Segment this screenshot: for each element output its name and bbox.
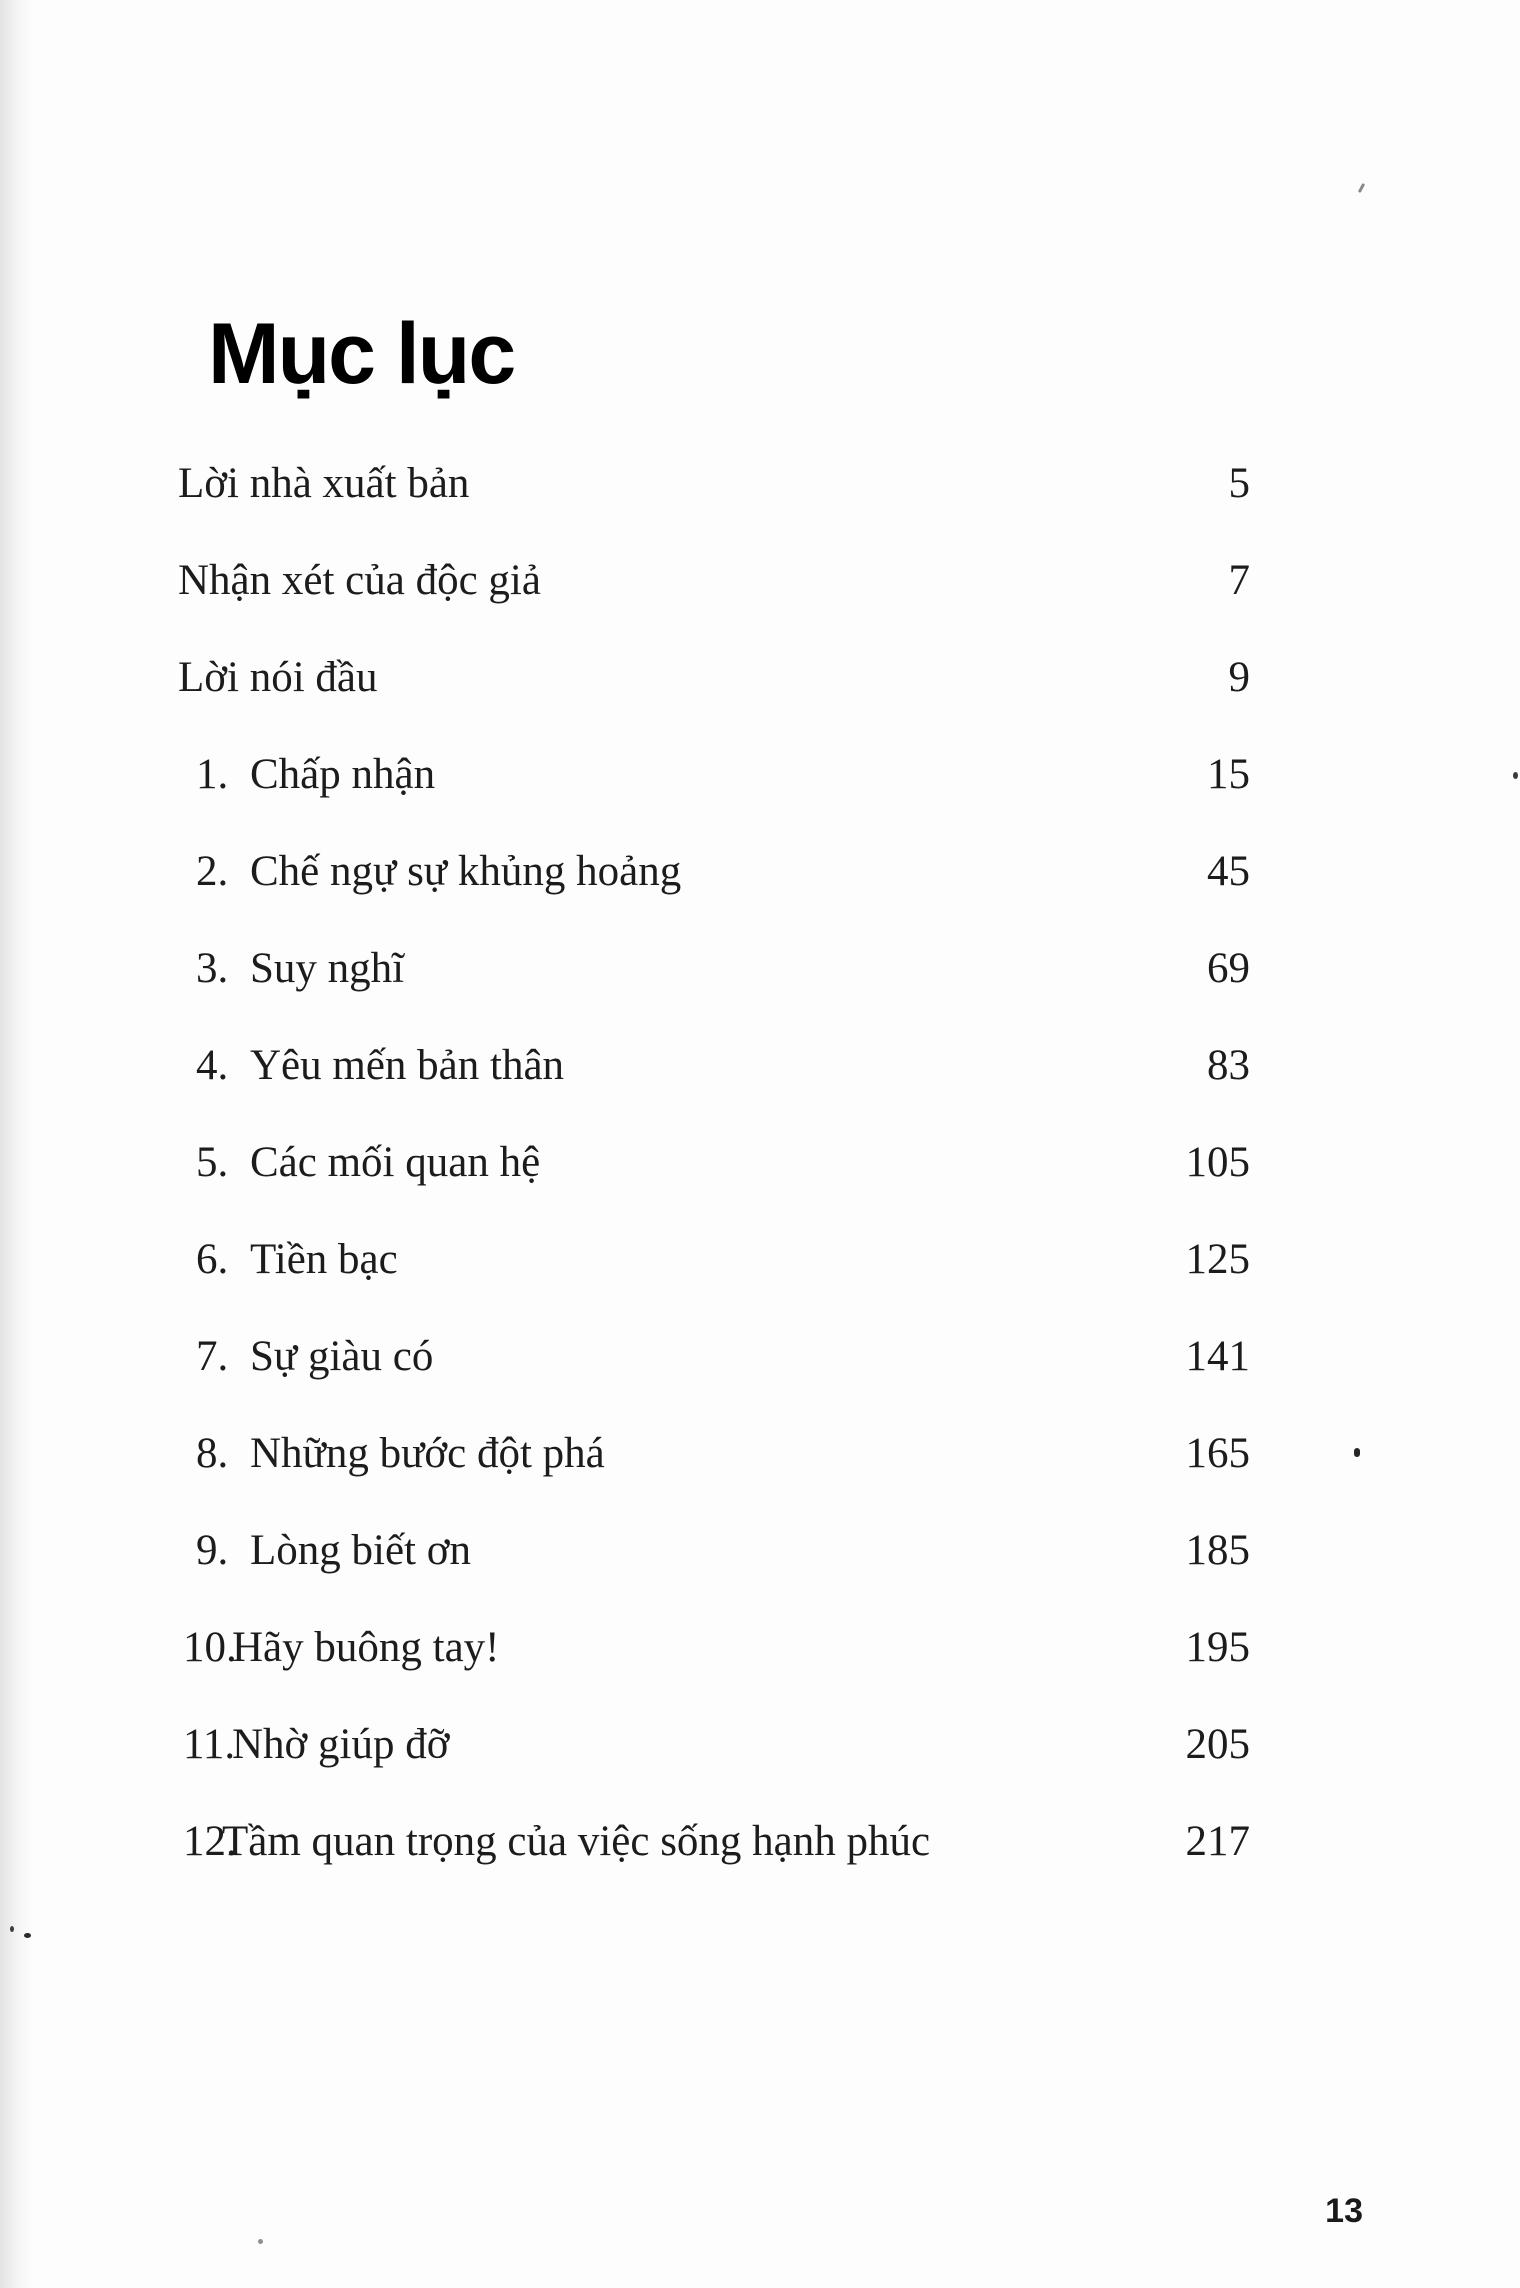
table-of-contents (178, 435, 1250, 1890)
toc-row (178, 1114, 1250, 1211)
toc-entry-number: 9. (196, 1526, 229, 1574)
toc-entry-number: 11. (183, 1720, 236, 1768)
toc-entry-number: 12. (183, 1817, 237, 1865)
toc-entry-title: Các mối quan hệ (250, 1138, 541, 1186)
toc-entry-page: 69 (1207, 944, 1250, 992)
toc-entry-title: Chấp nhận (250, 750, 436, 798)
toc-entry-number: 10. (183, 1623, 237, 1671)
toc-entry-number: 4. (196, 1041, 229, 1089)
toc-entry-title: Lòng biết ơn (250, 1526, 471, 1574)
scan-speck (1354, 1448, 1360, 1457)
toc-entry-title: Lời nói đầu (178, 653, 378, 701)
toc-entry-title: Nhận xét của độc giả (178, 556, 541, 604)
toc-entry-page: 141 (1185, 1332, 1250, 1380)
toc-entry-number: 1. (196, 750, 229, 798)
toc-entry-title: Tiền bạc (250, 1235, 398, 1283)
toc-row (178, 1211, 1250, 1308)
toc-entry-page: 205 (1185, 1720, 1250, 1768)
toc-entry-page: 7 (1228, 556, 1250, 604)
toc-row (178, 823, 1250, 920)
toc-entry-title: Những bước đột phá (250, 1429, 605, 1477)
toc-entry-number: 6. (196, 1235, 229, 1283)
toc-entry-page: 83 (1207, 1041, 1250, 1089)
scan-speck (24, 1933, 31, 1938)
toc-entry-page: 165 (1185, 1429, 1250, 1477)
toc-entry-page: 105 (1185, 1138, 1250, 1186)
toc-row (178, 1017, 1250, 1114)
toc-entry-page: 125 (1185, 1235, 1250, 1283)
toc-entry-number: 5. (196, 1138, 229, 1186)
toc-entry-title: Chế ngự sự khủng hoảng (250, 847, 682, 895)
toc-entry-page: 45 (1207, 847, 1250, 895)
toc-entry-number: 3. (196, 944, 229, 992)
toc-entry-title: Hãy buông tay! (232, 1623, 500, 1671)
toc-entry-title: Suy nghĩ (250, 944, 405, 992)
toc-row (178, 726, 1250, 823)
toc-entry-page: 9 (1228, 653, 1250, 701)
toc-entry-number: 7. (196, 1332, 229, 1380)
scan-speck (1358, 183, 1365, 193)
toc-entry-title: Nhờ giúp đỡ (232, 1720, 450, 1768)
toc-entry-title: Yêu mến bản thân (250, 1041, 565, 1089)
toc-row (178, 532, 1250, 629)
scan-speck (258, 2239, 263, 2244)
page-left-scan-edge (0, 0, 34, 2288)
toc-row (178, 1599, 1250, 1696)
page-title: Mục lục (208, 305, 515, 402)
toc-entry-title: Tầm quan trọng của việc sống hạnh phúc (222, 1817, 931, 1865)
toc-row (178, 1405, 1250, 1502)
toc-entry-page: 185 (1185, 1526, 1250, 1574)
toc-entry-page: 195 (1185, 1623, 1250, 1671)
toc-entry-page: 5 (1228, 459, 1250, 507)
toc-entry-title: Lời nhà xuất bản (178, 459, 470, 507)
toc-row (178, 1696, 1250, 1793)
toc-entry-page: 15 (1207, 750, 1250, 798)
toc-row (178, 435, 1250, 532)
toc-entry-title: Sự giàu có (250, 1332, 434, 1380)
toc-entry-number: 8. (196, 1429, 229, 1477)
scan-speck (10, 1926, 14, 1932)
toc-row (178, 1502, 1250, 1599)
toc-row (178, 629, 1250, 726)
toc-row (178, 1308, 1250, 1405)
toc-entry-page: 217 (1185, 1817, 1250, 1865)
toc-row (178, 920, 1250, 1017)
toc-row (178, 1793, 1250, 1890)
toc-entry-number: 2. (196, 847, 229, 895)
page-number: 13 (1325, 2192, 1363, 2230)
scan-speck (1513, 772, 1518, 779)
